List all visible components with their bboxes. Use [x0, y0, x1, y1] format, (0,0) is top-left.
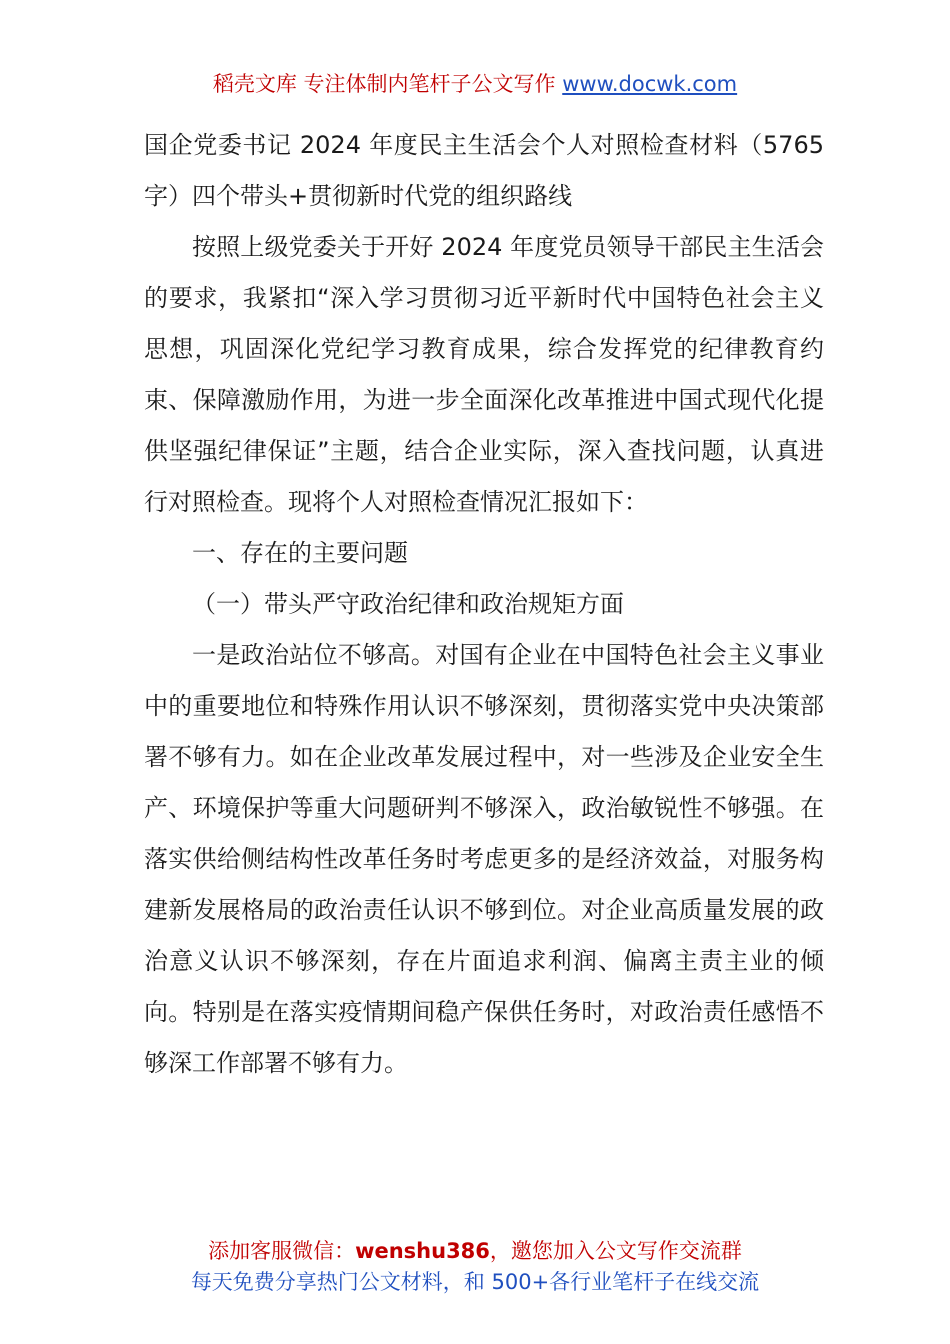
section-heading: 一、存在的主要问题	[192, 539, 408, 567]
subsection-heading: （一）带头严守政治纪律和政治规矩方面	[192, 590, 624, 618]
document-body	[144, 120, 824, 1089]
footer-wechat-line	[0, 1236, 950, 1267]
footer-wechat-suffix: ，邀您加入公文写作交流群	[489, 1239, 742, 1263]
point-paragraph: 一是政治站位不够高。对国有企业在中国特色社会主义事业中的重要地位和特殊作用认识不够深刻，贯彻落实党中央决策部署不够有力。如在企业改革发展过程中，对一些涉及企业安全生产、环境保护等重大问题研判不够深入，政治敏锐性不够强。在落实供给侧结构性改革任务时考虑更多的是经济效益，对服务构建新发展格局的政治责任认识不够到位。对企业高质量发展的政治意义认识不够深刻，存在片面追求利润、偏离主责主业的倾向。特别是在落实疫情期间稳产保供任务时，对政治责任感悟不够深工作部署不够有力。	[144, 641, 824, 1077]
footer-wechat-prefix: 添加客服微信：	[208, 1239, 356, 1263]
document-title: 国企党委书记 2024 年度民主生活会个人对照检查材料（5765 字）四个带头+贯彻新时代党的组织路线	[144, 131, 824, 210]
site-url-link[interactable]: www.docwk.com	[562, 72, 738, 96]
intro-paragraph: 按照上级党委关于开好 2024 年度党员领导干部民主生活会的要求，我紧扣“深入学习贯彻习近平新时代中国特色社会主义思想，巩固深化党纪学习教育成果，综合发挥党的纪律教育约束、保障激励作用，为进一步全面深化改革推进中国式现代化提供坚强纪律保证”主题，结合企业实际，深入查找问题，认真进行对照检查。现将个人对照检查情况汇报如下：	[144, 233, 824, 516]
site-header	[0, 68, 950, 100]
footer-share-line: 每天免费分享热门公文材料，和 500+各行业笔杆子在线交流	[190, 1270, 760, 1294]
promo-footer	[0, 1236, 950, 1298]
site-banner: 稻壳文库 专注体制内笔杆子公文写作	[212, 72, 556, 96]
wechat-id: wenshu386	[355, 1239, 490, 1263]
